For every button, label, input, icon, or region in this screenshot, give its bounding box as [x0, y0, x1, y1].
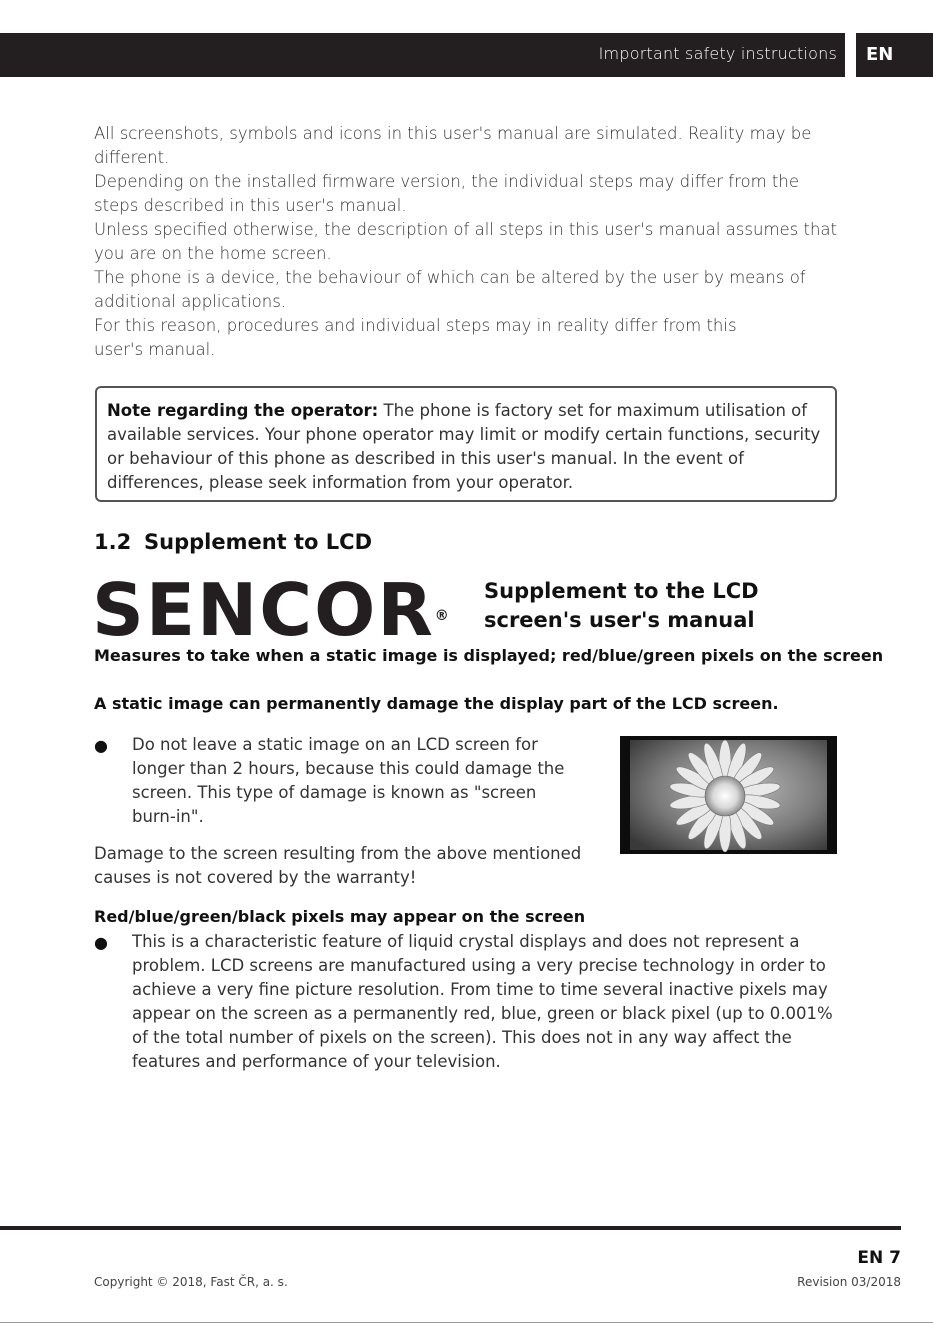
bottom-divider	[0, 1322, 933, 1323]
operator-note-box	[95, 386, 837, 502]
language-badge: EN	[856, 33, 933, 77]
note-text: The phone is factory set for maximum utilisation of available services. Your phone operator may limit or modify certain functions, security or behaviour of this phone as described in this user's manual. In the event of differences, please seek information from your operator.	[107, 401, 821, 492]
intro-paragraph: The phone is a device, the behaviour of which can be altered by the user by means of additional applications.	[94, 268, 806, 311]
page-number: EN 7	[857, 1248, 901, 1268]
warning-heading: A static image can permanently damage the display part of the LCD screen.	[94, 694, 779, 713]
measures-heading: Measures to take when a static image is displayed; red/blue/green pixels on the screen	[94, 646, 884, 665]
copyright-text: Copyright © 2018, Fast ČR, a. s.	[94, 1275, 288, 1289]
header-title: Important safety instructions	[598, 44, 837, 63]
bullet-text: Do not leave a static image on an LCD screen for longer than 2 hours, because this could damage the screen. This type of damage is known as "screen burn-in".	[132, 735, 565, 826]
intro-paragraph: user's manual.	[94, 340, 216, 359]
registered-mark: ®	[434, 608, 449, 624]
note-label: Note regarding the operator:	[107, 401, 379, 420]
bullet-text: This is a characteristic feature of liquid crystal displays and does not represent a problem. LCD screens are manufactured using a very precise technology in order to achieve a very fine picture resolution. From time to time several inactive pixels may appear on the screen as a permanently red, blue, green or black pixel (up to 0.001% of the total number of pixels on the screen). This does not in any way affect the features and performance of your television.	[132, 932, 833, 1071]
pixels-heading: Red/blue/green/black pixels may appear on the screen	[94, 907, 586, 926]
footer-divider	[0, 1226, 901, 1230]
bullet-icon: ●	[94, 933, 108, 952]
intro-paragraph: Depending on the installed firmware version, the individual steps may differ from the steps described in this user's manual.	[94, 172, 799, 215]
supplement-title-line: Supplement to the LCD	[484, 579, 759, 603]
intro-paragraph: For this reason, procedures and individual steps may in reality differ from this	[94, 316, 737, 335]
section-number: 1.2	[94, 530, 132, 554]
section-heading	[94, 530, 372, 554]
revision-text: Revision 03/2018	[797, 1275, 901, 1289]
supplement-title-line: screen's user's manual	[484, 608, 755, 632]
damage-text: Damage to the screen resulting from the above mentioned causes is not covered by the warranty!	[94, 844, 582, 887]
bullet-icon: ●	[94, 736, 108, 755]
header-bar	[0, 33, 845, 77]
intro-text	[94, 122, 839, 362]
flower-illustration	[620, 736, 837, 854]
sencor-logo	[92, 568, 449, 652]
section-title: Supplement to LCD	[144, 530, 373, 554]
intro-paragraph: Unless specified otherwise, the description of all steps in this user's manual assumes that you are on the home screen.	[94, 220, 838, 263]
flower-image	[620, 736, 837, 854]
intro-paragraph: All screenshots, symbols and icons in this user's manual are simulated. Reality may be different.	[94, 124, 812, 167]
logo-text: SENCOR	[92, 568, 435, 652]
supplement-title	[484, 577, 804, 635]
